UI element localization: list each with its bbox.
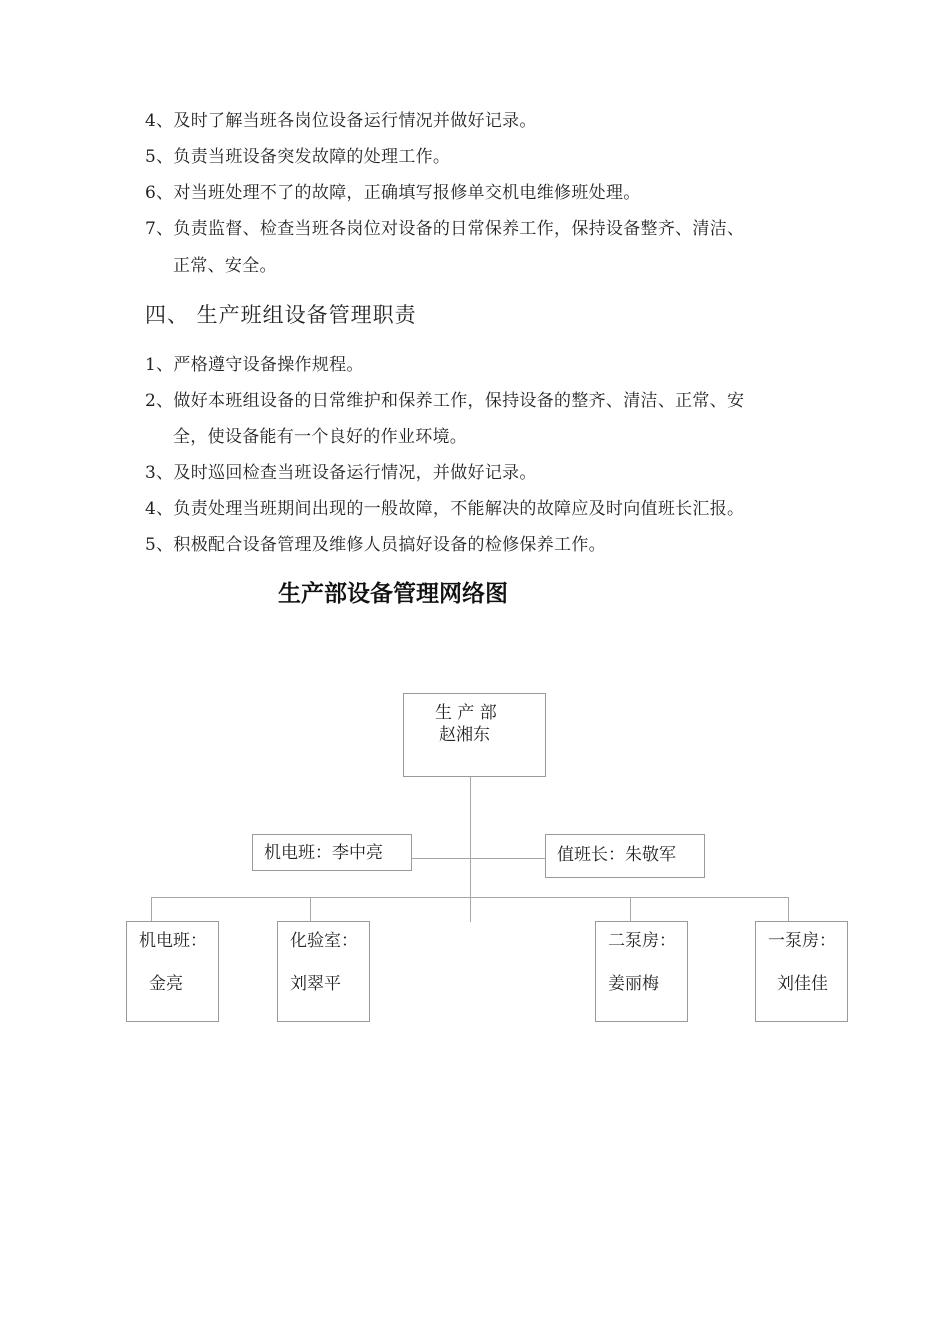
node-dept-label: 机电班： (139, 931, 207, 951)
section4-item-1: 1、严格遵守设备操作规程。 (145, 355, 364, 375)
section4-item-4: 4、负责处理当班期间出现的一般故障，不能解决的故障应及时向值班长汇报。 (145, 499, 745, 519)
mid-connector (411, 858, 545, 859)
section4-item-2-continued: 全，使设备能有一个良好的作业环境。 (173, 427, 468, 447)
node-person-name: 刘佳佳 (777, 974, 828, 994)
duty-item-4: 4、及时了解当班各岗位设备运行情况并做好记录。 (145, 111, 537, 131)
node-person-name: 刘翠平 (290, 974, 341, 994)
node-label: 值班长：朱敬军 (557, 845, 676, 865)
org-node-unit-3 (595, 921, 688, 1022)
section4-item-2: 2、做好本班组设备的日常维护和保养工作，保持设备的整齐、清洁、正常、安 (145, 391, 745, 411)
duty-item-7-continued: 正常、安全。 (173, 256, 277, 276)
bottom-bus-connector (151, 897, 789, 898)
duty-item-6: 6、对当班处理不了的故障，正确填写报修单交机电维修班处理。 (145, 183, 641, 203)
node-person-name: 姜丽梅 (608, 974, 659, 994)
node-person-name: 金亮 (149, 974, 183, 994)
org-node-electromech-lead (252, 834, 412, 871)
node-dept-label: 一泵房： (768, 931, 836, 951)
drop-connector-4 (788, 897, 789, 921)
org-node-unit-1 (126, 921, 219, 1022)
drop-connector-3 (630, 897, 631, 921)
node-dept-label: 生 产 部 (435, 703, 497, 723)
node-person-name: 赵湘东 (439, 725, 490, 745)
trunk-connector (470, 762, 471, 922)
node-dept-label: 二泵房： (608, 931, 676, 951)
org-node-production-dept (403, 693, 546, 777)
org-chart-title: 生产部设备管理网络图 (278, 581, 508, 607)
org-node-unit-4 (755, 921, 848, 1022)
section-heading: 四、 生产班组设备管理职责 (145, 303, 417, 327)
duty-item-7: 7、负责监督、检查当班各岗位对设备的日常保养工作，保持设备整齐、清洁、 (145, 219, 745, 239)
node-dept-label: 化验室： (290, 931, 358, 951)
drop-connector-2 (310, 897, 311, 921)
drop-connector-1 (151, 897, 152, 921)
section4-item-5: 5、积极配合设备管理及维修人员搞好设备的检修保养工作。 (145, 535, 606, 555)
node-label: 机电班：李中亮 (264, 843, 383, 863)
org-node-unit-2 (277, 921, 370, 1022)
org-node-shift-leader (545, 834, 705, 878)
section4-item-3: 3、及时巡回检查当班设备运行情况，并做好记录。 (145, 463, 537, 483)
duty-item-5: 5、负责当班设备突发故障的处理工作。 (145, 147, 451, 167)
